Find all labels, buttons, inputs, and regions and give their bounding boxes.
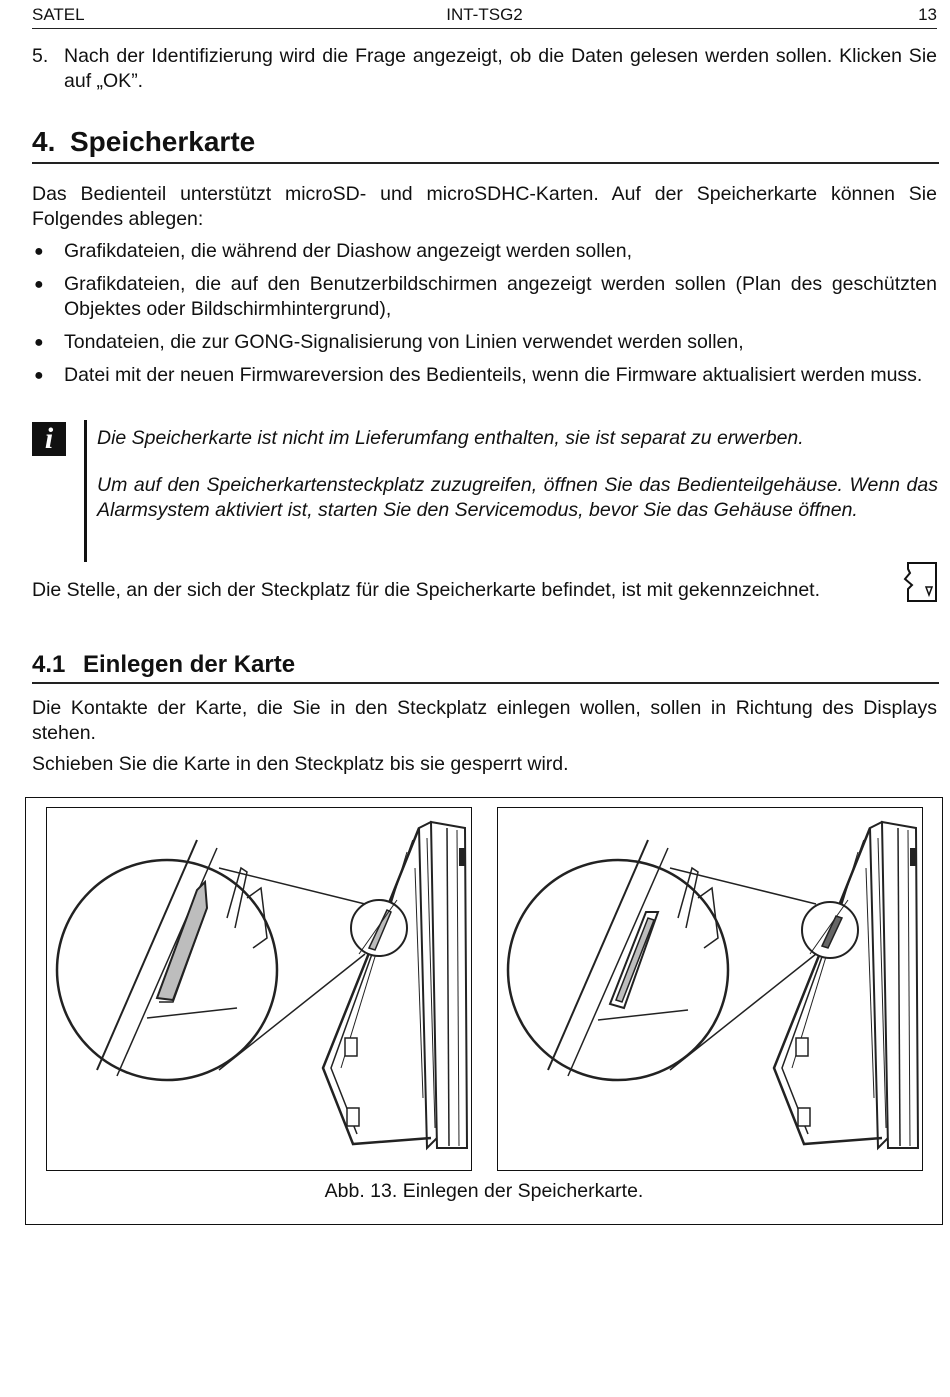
note-bar bbox=[84, 420, 87, 562]
subsection-title: Einlegen der Karte bbox=[83, 651, 296, 678]
header-model: INT-TSG2 bbox=[446, 5, 523, 24]
step-5 bbox=[32, 44, 937, 94]
subsection-heading bbox=[32, 649, 939, 684]
bullet-icon: ● bbox=[34, 367, 44, 384]
info-note bbox=[32, 420, 938, 562]
slot-location-text: Die Stelle, an der sich der Steckplatz für die Speicherkarte befindet, ist mit gekennzeichnet. bbox=[32, 579, 820, 601]
section-heading-speicherkarte bbox=[32, 124, 939, 164]
figure-card-inserted bbox=[497, 807, 923, 1171]
list-item: ● Tondateien, die zur GONG-Signalisierung von Linien verwendet werden sollen, bbox=[34, 331, 744, 353]
figure-frame bbox=[25, 797, 943, 1225]
page-header bbox=[32, 4, 937, 29]
bullet-icon: ● bbox=[34, 334, 44, 351]
note-paragraph: Die Speicherkarte ist nicht im Lieferumfang enthalten, sie ist separat zu erwerben. bbox=[97, 427, 804, 449]
insert-paragraph: Schieben Sie die Karte in den Steckplatz bis sie gesperrt wird. bbox=[32, 753, 569, 775]
subsection-number: 4.1 bbox=[32, 651, 66, 678]
header-brand: SATEL bbox=[32, 5, 85, 24]
section-intro: Das Bedienteil unterstützt microSD- und microSDHC-Karten. Auf der Speicherkarte können Sie Folgendes ablegen: bbox=[32, 183, 937, 230]
contacts-paragraph: Die Kontakte der Karte, die Sie in den Steckplatz einlegen wollen, sollen in Richtung des Displays stehen. bbox=[32, 697, 937, 744]
figure-caption: Abb. 13. Einlegen der Speicherkarte. bbox=[324, 1180, 644, 1202]
bullet-icon: ● bbox=[34, 276, 44, 293]
step-text: Nach der Identifizierung wird die Frage angezeigt, ob die Daten gelesen werden sollen. Klicken Sie auf „OK”. bbox=[64, 45, 937, 92]
figure-card-partially-inserted bbox=[46, 807, 472, 1171]
note-paragraph: Um auf den Speicherkartensteckplatz zuzugreifen, öffnen Sie das Bedienteilgehäuse. Wenn das Alarmsystem aktiviert ist, starten Sie den Servicemodus, bevor Sie das Gehäuse öffnen. bbox=[97, 474, 938, 521]
step-number: 5. bbox=[32, 45, 49, 67]
header-page-number: 13 bbox=[918, 5, 937, 24]
file-type-list bbox=[32, 239, 937, 396]
note-text bbox=[97, 426, 938, 545]
bullet-icon: ● bbox=[34, 243, 44, 260]
info-icon: i bbox=[32, 422, 66, 456]
list-item: ● Grafikdateien, die während der Diashow angezeigt werden sollen, bbox=[34, 240, 633, 262]
section-title: Speicherkarte bbox=[70, 126, 256, 157]
list-item: ● Grafikdateien, die auf den Benutzerbildschirmen angezeigt werden sollen (Plan des geschützten Objektes oder Bildschirmhintergrund), bbox=[34, 273, 937, 320]
list-item: ● Datei mit der neuen Firmwareversion des Bedienteils, wenn die Firmware aktualisiert werden muss. bbox=[34, 364, 923, 386]
section-number: 4. bbox=[32, 126, 56, 157]
sd-card-icon bbox=[902, 561, 938, 603]
